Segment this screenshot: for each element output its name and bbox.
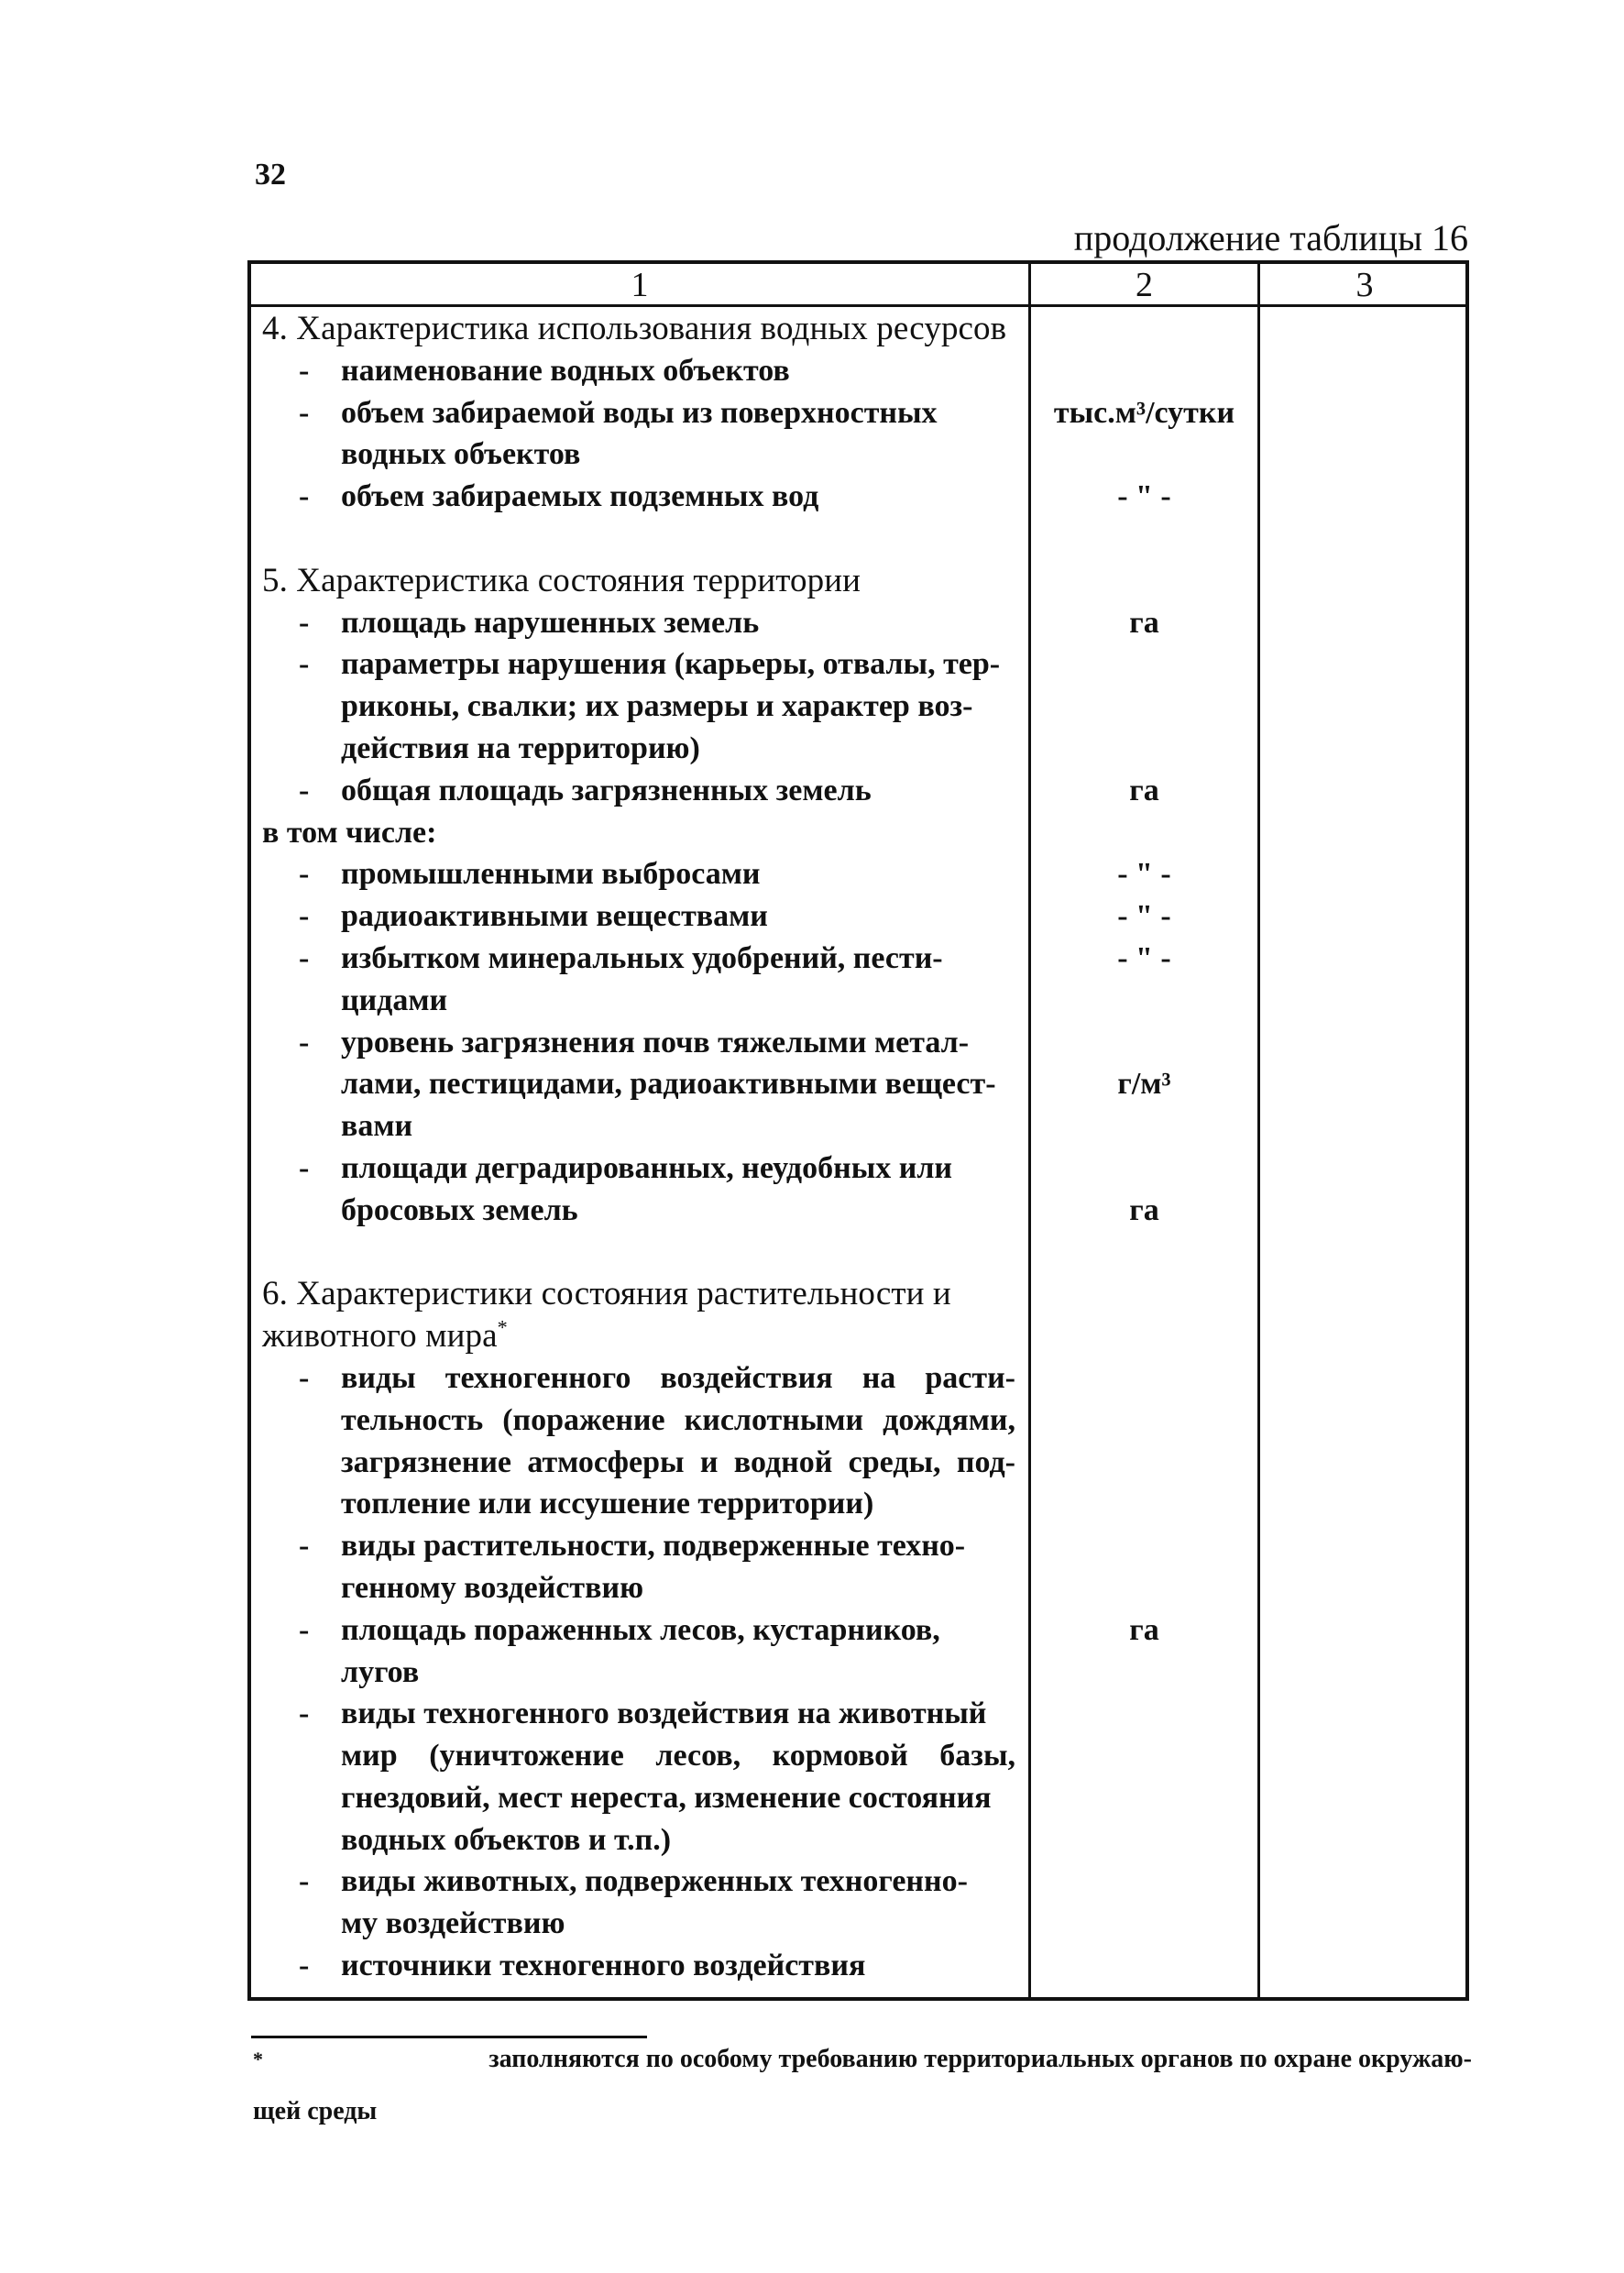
indicator-line xyxy=(262,1442,1019,1484)
unit-empty xyxy=(1031,643,1257,686)
indicator-line xyxy=(262,938,1019,980)
indicator-text: генному воздействию xyxy=(341,1570,644,1605)
indicator-line xyxy=(262,1609,1019,1652)
indicator-line xyxy=(262,1525,1019,1567)
column-divider-2 xyxy=(1257,264,1260,1997)
indicator-text: 5. Характеристика состояния территории xyxy=(262,561,861,599)
indicator-line xyxy=(262,812,1019,854)
indicator-text: виды животных, подверженных техногенно- xyxy=(341,1864,968,1899)
indicator-line xyxy=(262,1777,1019,1819)
unit-empty xyxy=(1031,350,1257,392)
indicator-text: виды техногенного воздействия на животный xyxy=(341,1697,987,1731)
bullet-dash: - xyxy=(299,353,310,388)
section-heading xyxy=(262,1273,1019,1315)
unit-empty xyxy=(1031,1735,1257,1777)
unit-empty xyxy=(1031,1400,1257,1442)
indicator-line xyxy=(262,434,1019,476)
indicator-text: площадь пораженных лесов, кустарников, xyxy=(341,1612,940,1647)
indicator-line xyxy=(262,476,1019,518)
unit-empty xyxy=(1031,1945,1257,1987)
indicator-text: 4. Характеристика использования водных ресурсов xyxy=(262,310,1007,347)
indicator-text: промышленными выбросами xyxy=(341,857,761,892)
indicator-text: бросовых земель xyxy=(341,1192,578,1227)
indicator-text: в том числе: xyxy=(262,815,437,850)
header-divider xyxy=(251,304,1465,307)
section-heading xyxy=(262,560,1019,602)
unit-empty xyxy=(1031,1693,1257,1735)
unit-empty xyxy=(1031,1483,1257,1525)
indicator-line xyxy=(262,686,1019,728)
bullet-dash: - xyxy=(299,1949,310,1983)
bullet-dash: - xyxy=(299,479,310,514)
unit-empty xyxy=(1031,308,1257,350)
indicator-text: объем забираемых подземных вод xyxy=(341,479,819,514)
indicator-text: вами xyxy=(341,1109,413,1144)
indicator-line xyxy=(262,853,1019,895)
indicator-line xyxy=(262,1945,1019,1987)
bullet-dash: - xyxy=(299,647,310,682)
indicator-text: виды техногенного воздействия на расти- xyxy=(341,1360,1015,1395)
unit-empty xyxy=(1031,1232,1257,1274)
indicator-text: водных объектов xyxy=(341,437,581,472)
bullet-dash: - xyxy=(299,1697,310,1731)
indicator-text: загрязнение атмосферы и водной среды, под- xyxy=(341,1444,1015,1479)
blank-line xyxy=(262,518,1019,560)
unit-empty xyxy=(1031,518,1257,560)
unit-value: г/м³ xyxy=(1117,1067,1171,1102)
unit-empty xyxy=(1031,1861,1257,1903)
indicator-text: площадь нарушенных земель xyxy=(341,605,760,640)
indicator-line xyxy=(262,1903,1019,1945)
bullet-dash: - xyxy=(299,773,310,807)
bullet-dash: - xyxy=(299,395,310,430)
column-header-3: 3 xyxy=(1355,266,1374,304)
indicator-line xyxy=(262,1693,1019,1735)
footnote-reference-mark: * xyxy=(497,1315,508,1339)
indicator-line xyxy=(262,1022,1019,1064)
indicator-text: наименование водных объектов xyxy=(341,353,790,388)
unit-empty xyxy=(1031,1567,1257,1609)
unit-empty xyxy=(1031,1652,1257,1694)
footnote xyxy=(253,2038,1472,2133)
bullet-dash: - xyxy=(299,1360,310,1395)
footnote-marker: * xyxy=(253,2048,263,2070)
indicator-text: лугов xyxy=(341,1654,420,1689)
indicator-text: мир (уничтожение лесов, кормовой базы, xyxy=(341,1739,1015,1773)
indicator-line xyxy=(262,1357,1019,1400)
unit-empty xyxy=(1031,1022,1257,1064)
indicator-text: уровень загрязнения почв тяжелыми метал- xyxy=(341,1025,970,1060)
unit-empty xyxy=(1031,686,1257,728)
unit-empty xyxy=(1031,1903,1257,1945)
indicator-text: радиоактивными веществами xyxy=(341,899,768,934)
indicator-text: избытком минеральных удобрений, пести- xyxy=(341,940,943,975)
data-table xyxy=(247,260,1469,2001)
unit-value: га xyxy=(1129,605,1159,640)
indicator-line xyxy=(262,1861,1019,1903)
indicator-text: 6. Характеристики состояния растительности и xyxy=(262,1275,951,1313)
bullet-dash: - xyxy=(299,1150,310,1185)
bullet-dash: - xyxy=(299,940,310,975)
indicator-line xyxy=(262,1105,1019,1147)
indicator-text: цидами xyxy=(341,983,448,1017)
indicator-text: объем забираемой воды из поверхностных xyxy=(341,395,938,430)
indicator-line xyxy=(262,1190,1019,1232)
bullet-dash: - xyxy=(299,1864,310,1899)
bullet-dash: - xyxy=(299,1025,310,1060)
indicator-text: му воздействию xyxy=(341,1906,565,1941)
unit-empty xyxy=(1031,1105,1257,1147)
indicator-line xyxy=(262,392,1019,434)
bullet-dash: - xyxy=(299,899,310,934)
indicator-line xyxy=(262,980,1019,1022)
bullet-dash: - xyxy=(299,605,310,640)
unit-empty xyxy=(1031,980,1257,1022)
indicator-text: площади деградированных, неудобных или xyxy=(341,1150,953,1185)
indicator-line xyxy=(262,1735,1019,1777)
section-heading xyxy=(262,308,1019,350)
unit-empty xyxy=(1031,812,1257,854)
unit-empty xyxy=(1031,1273,1257,1315)
indicator-line xyxy=(262,1483,1019,1525)
indicator-column xyxy=(262,308,1019,1987)
indicator-line xyxy=(262,770,1019,812)
indicator-text: виды растительности, подверженные техно- xyxy=(341,1529,966,1564)
bullet-dash: - xyxy=(299,1612,310,1647)
indicator-line xyxy=(262,1147,1019,1190)
indicator-line xyxy=(262,728,1019,770)
unit-empty xyxy=(1031,1777,1257,1819)
bullet-dash: - xyxy=(299,1529,310,1564)
indicator-line xyxy=(262,895,1019,938)
unit-column xyxy=(1031,308,1257,1987)
indicator-line xyxy=(262,1652,1019,1694)
unit-empty xyxy=(1031,1357,1257,1400)
indicator-line xyxy=(262,350,1019,392)
indicator-text: тельность (поражение кислотными дождями, xyxy=(341,1402,1015,1437)
footnote-line-2: щей среды xyxy=(253,2097,378,2125)
bullet-dash: - xyxy=(299,857,310,892)
unit-empty xyxy=(1031,1147,1257,1190)
indicator-text: гнездовий, мест нереста, изменение состояния xyxy=(341,1780,992,1815)
indicator-text: животного мира xyxy=(262,1317,498,1356)
page-number: 32 xyxy=(255,158,286,192)
unit-empty xyxy=(1031,1819,1257,1861)
unit-value: - " - xyxy=(1117,479,1171,514)
table-continuation-caption: продолжение таблицы 16 xyxy=(1073,217,1468,258)
indicator-line xyxy=(262,1063,1019,1105)
column-header-2: 2 xyxy=(1136,266,1153,304)
unit-empty xyxy=(1031,1525,1257,1567)
indicator-text: параметры нарушения (карьеры, отвалы, тер- xyxy=(341,647,1001,682)
indicator-text: риконы, свалки; их размеры и характер воз- xyxy=(341,689,973,724)
indicator-text: водных объектов и т.п.) xyxy=(341,1822,672,1857)
unit-empty xyxy=(1031,728,1257,770)
unit-value: - " - xyxy=(1117,899,1171,934)
unit-value: - " - xyxy=(1117,940,1171,975)
indicator-line xyxy=(262,1819,1019,1861)
unit-value: - " - xyxy=(1117,857,1171,892)
indicator-line xyxy=(262,1567,1019,1609)
unit-empty xyxy=(1031,1442,1257,1484)
indicator-line xyxy=(262,602,1019,644)
unit-empty xyxy=(1031,434,1257,476)
blank-line xyxy=(262,1232,1019,1274)
unit-value: тыс.м³/сутки xyxy=(1053,395,1235,430)
unit-value: га xyxy=(1129,1612,1159,1647)
indicator-text: действия на территорию) xyxy=(341,730,700,765)
indicator-text: общая площадь загрязненных земель xyxy=(341,773,872,807)
unit-empty xyxy=(1031,1315,1257,1357)
indicator-text: источники техногенного воздействия xyxy=(341,1949,866,1983)
column-header-1: 1 xyxy=(631,266,649,304)
footnote-line-1: заполняются по особому требованию территориальных органов по охране окружаю- xyxy=(488,2045,1472,2073)
indicator-line xyxy=(262,1400,1019,1442)
unit-value: га xyxy=(1129,1192,1159,1227)
indicator-text: топление или иссушение территории) xyxy=(341,1487,874,1521)
indicator-text: лами, пестицидами, радиоактивными вещест- xyxy=(341,1067,996,1102)
unit-empty xyxy=(1031,560,1257,602)
section-heading xyxy=(262,1315,1019,1357)
indicator-line xyxy=(262,643,1019,686)
unit-value: га xyxy=(1129,773,1159,807)
